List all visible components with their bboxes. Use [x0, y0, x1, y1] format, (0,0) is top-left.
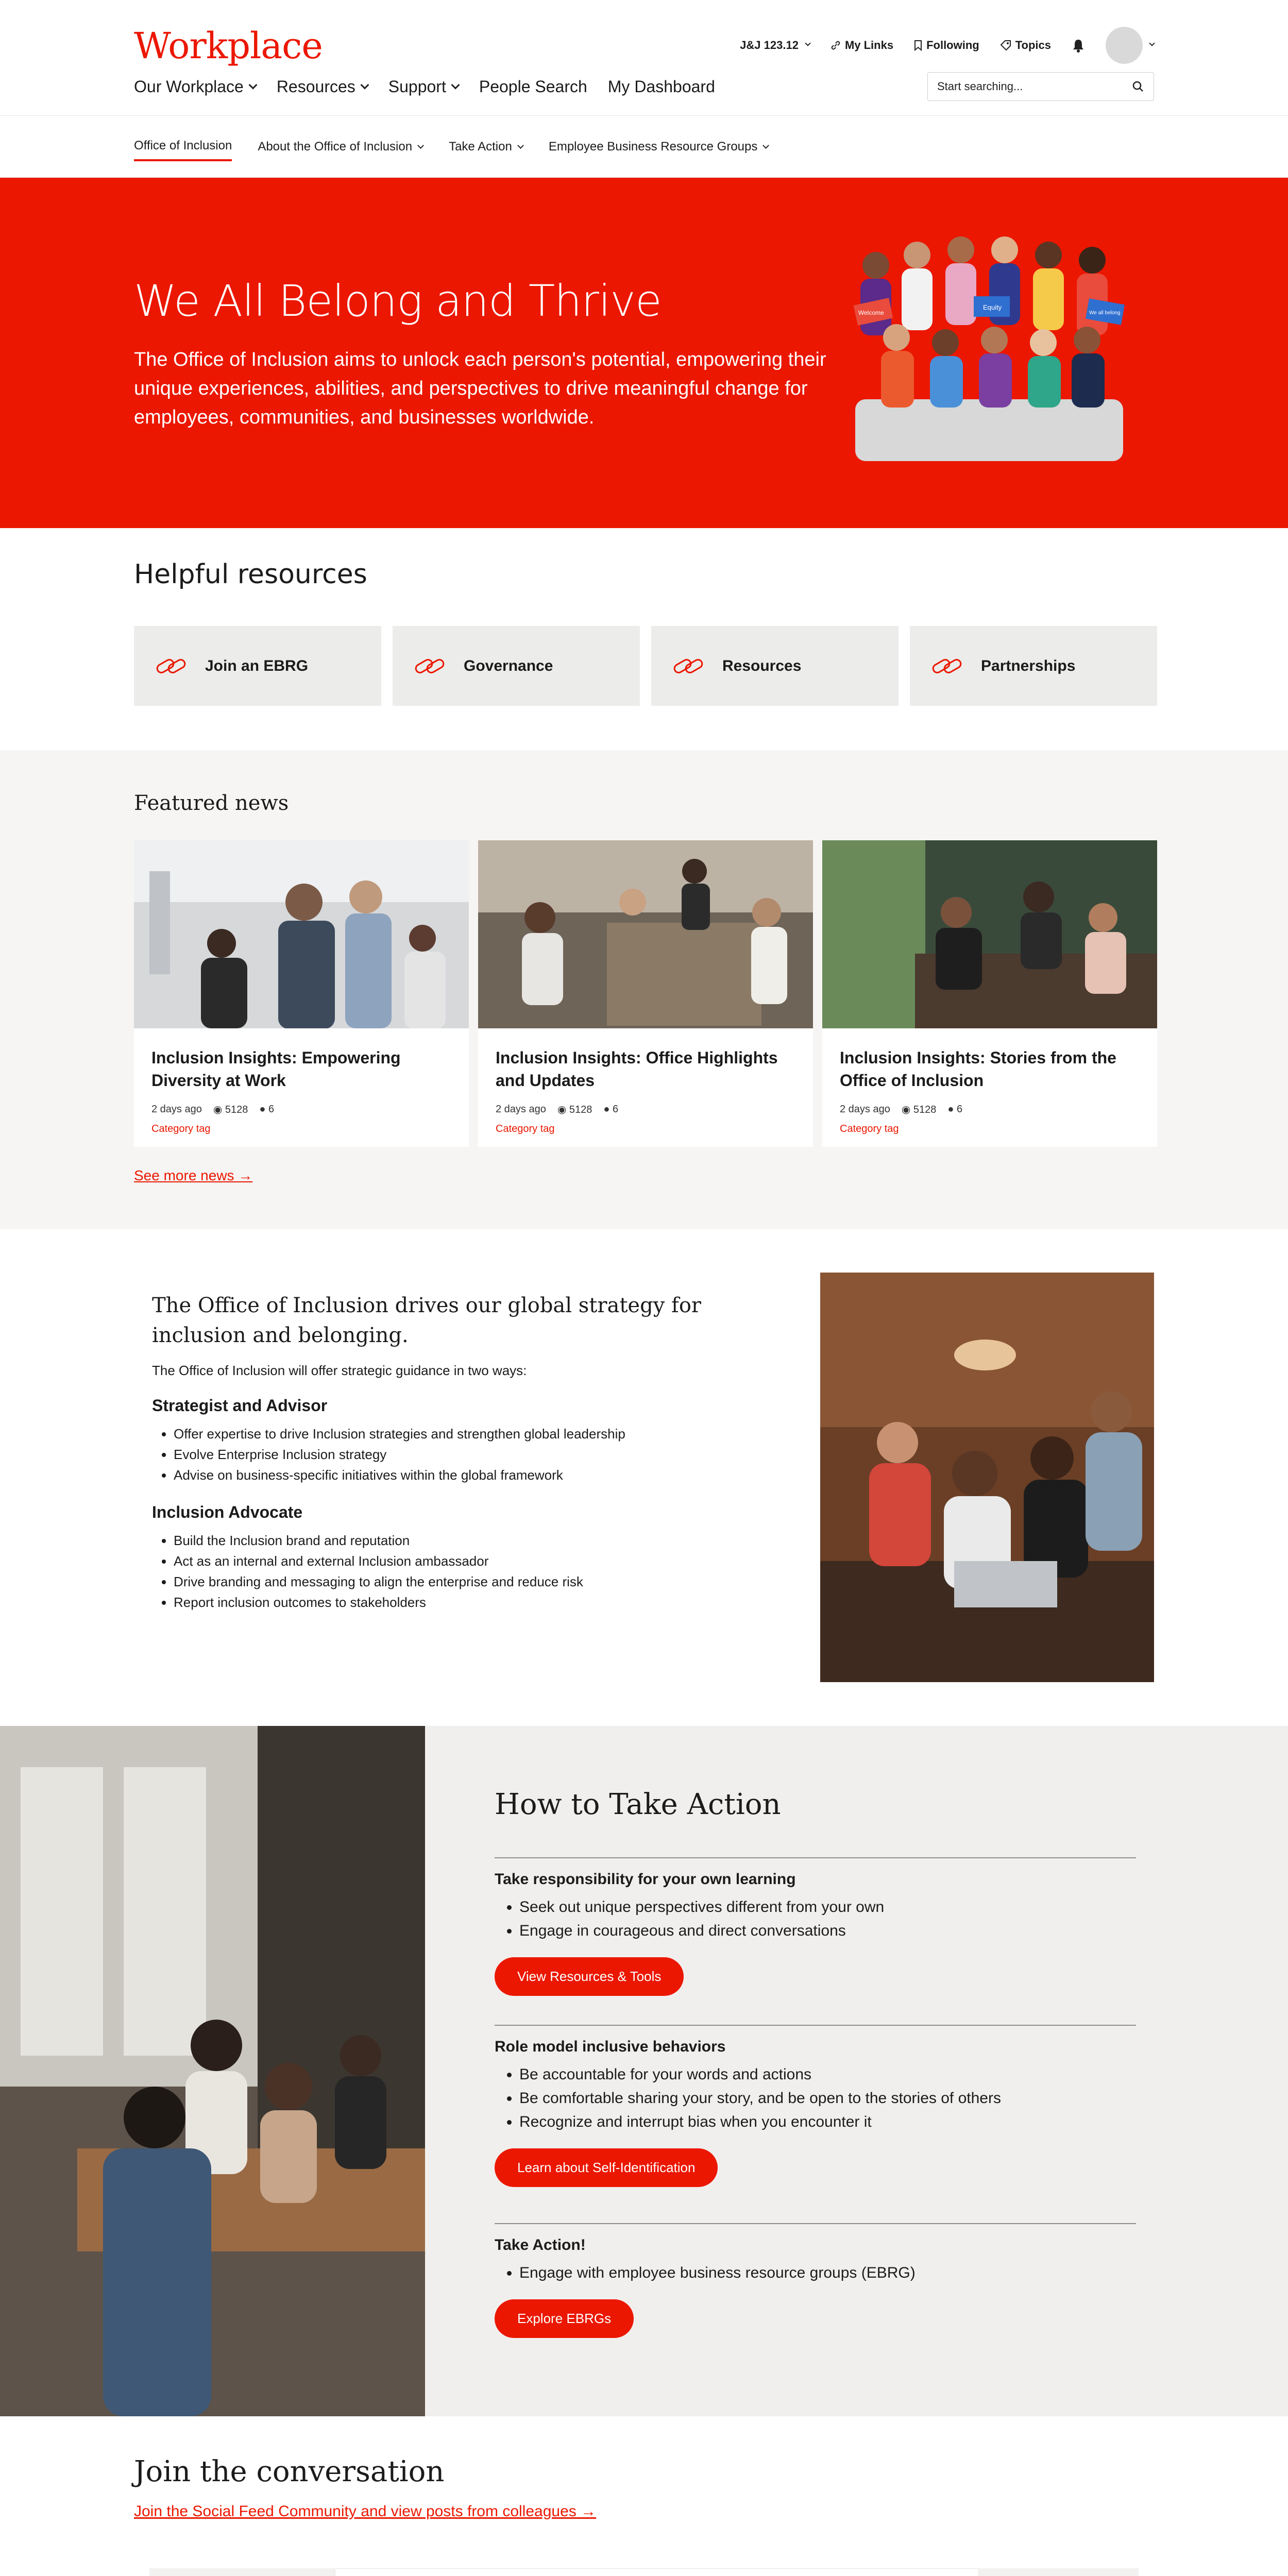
team-photo: [820, 1273, 1154, 1682]
list-item: • Be accountable for your words and actions: [519, 2063, 1136, 2087]
chevron-down-icon: [248, 80, 257, 89]
eye-icon: ◉: [213, 1104, 223, 1115]
nav-label: Our Workplace: [134, 77, 244, 96]
nav-people-search[interactable]: People Search: [479, 77, 587, 96]
eye-icon: ◉: [901, 1104, 911, 1115]
list-item: • Evolve Enterprise Inclusion strategy: [174, 1444, 739, 1465]
views-value: 5128: [913, 1104, 937, 1115]
hero-illustration: [845, 229, 1133, 477]
resource-card-governance[interactable]: [393, 626, 640, 706]
strategy-heading: The Office of Inclusion drives our global strategy for inclusion and belonging.: [152, 1294, 702, 1347]
action-list: [495, 1895, 1136, 1943]
strategy-intro: The Office of Inclusion will offer strategic guidance in two ways:: [152, 1363, 527, 1378]
views-count: [213, 1103, 248, 1116]
comment-icon: ●: [603, 1104, 610, 1115]
social-feed-link[interactable]: Join the Social Feed Community and view posts from colleagues →: [134, 2503, 597, 2520]
hero-banner: [0, 178, 1288, 528]
views-count: [557, 1103, 592, 1116]
subnav-about[interactable]: [258, 139, 423, 161]
list-item: • Engage with employee business resource groups (EBRG): [519, 2261, 1136, 2285]
social-feed-demo: [149, 2568, 1139, 2576]
comments-value: 6: [613, 1104, 619, 1115]
chevron-down-icon: [451, 80, 460, 89]
resource-card-partnerships[interactable]: [910, 626, 1157, 706]
view-resources-button[interactable]: View Resources & Tools: [495, 1957, 684, 1996]
advisor-list: [152, 1423, 739, 1485]
link-icon: [413, 656, 446, 676]
nav-label: Resources: [276, 77, 355, 96]
views-count: [902, 1103, 937, 1116]
list-item: • Offer expertise to drive Inclusion strategies and strengthen global leadership: [174, 1423, 739, 1444]
comment-icon: ●: [947, 1104, 954, 1115]
comments-count: [259, 1104, 274, 1115]
resource-card-join-ebrg[interactable]: [134, 626, 381, 706]
link-icon: [155, 656, 188, 676]
news-meta: [840, 1103, 1140, 1116]
chevron-down-icon: [805, 40, 810, 46]
news-meta: [151, 1103, 451, 1116]
subnav-label: About the Office of Inclusion: [258, 140, 413, 154]
list-item: • Build the Inclusion brand and reputation: [174, 1530, 739, 1551]
social-feed-panel: [335, 2568, 979, 2576]
resource-label: Join an EBRG: [205, 657, 309, 674]
advocate-list: [152, 1530, 739, 1613]
following-label: Following: [926, 39, 979, 52]
action-heading: Role model inclusive behaviors: [495, 2038, 726, 2055]
news-title: Inclusion Insights: Empowering Diversity at Work: [151, 1048, 401, 1090]
conversation-title: Join the conversation: [134, 2455, 445, 2488]
news-card[interactable]: [822, 840, 1157, 1147]
site-header: [0, 0, 1288, 116]
news-image: [822, 840, 1157, 1028]
views-value: 5128: [569, 1104, 592, 1115]
take-action-section: [0, 1726, 1288, 2416]
bell-icon[interactable]: [1072, 38, 1085, 53]
following-link[interactable]: [914, 39, 979, 52]
news-age: 2 days ago: [840, 1104, 890, 1115]
action-block-take-action: [495, 2223, 1136, 2338]
list-item: • Advise on business-specific initiatives within the global framework: [174, 1465, 739, 1485]
category-tag[interactable]: Category tag: [496, 1123, 555, 1134]
chevron-down-icon: [1149, 40, 1155, 46]
chevron-down-icon: [360, 80, 369, 89]
news-meta: [496, 1103, 795, 1116]
list-item: • Act as an internal and external Inclusion ambassador: [174, 1551, 739, 1571]
link-icon: [831, 40, 841, 50]
nav-label: Support: [388, 77, 446, 96]
resource-card-resources[interactable]: [651, 626, 899, 706]
news-title: Inclusion Insights: Stories from the Office of Inclusion: [840, 1048, 1116, 1090]
see-more-news-link[interactable]: See more news →: [134, 1167, 253, 1183]
eye-icon: ◉: [557, 1104, 567, 1115]
section-subnav: [0, 116, 1288, 178]
list-item: • Drive branding and messaging to align the enterprise and reduce risk: [174, 1571, 739, 1592]
subnav-office-of-inclusion[interactable]: Office of Inclusion: [134, 139, 232, 161]
user-id-label: J&J 123.12: [740, 39, 799, 52]
subnav-ebrg[interactable]: [549, 139, 769, 161]
take-action-title: How to Take Action: [495, 1788, 781, 1821]
news-card[interactable]: [134, 840, 469, 1147]
search-icon[interactable]: [1132, 80, 1144, 93]
action-heading: Take Action!: [495, 2236, 586, 2253]
topics-link[interactable]: [1000, 39, 1051, 52]
resource-label: Governance: [464, 657, 553, 674]
sign-equity: Equity: [983, 303, 1002, 311]
news-image: [134, 840, 469, 1028]
comments-value: 6: [268, 1104, 275, 1115]
list-item: • Engage in courageous and direct conversations: [519, 1919, 1136, 1943]
featured-news-title: Featured news: [134, 791, 289, 815]
nav-our-workplace[interactable]: [134, 77, 256, 96]
hero-title: We All Belong and Thrive: [134, 276, 662, 326]
explore-ebrgs-button[interactable]: Explore EBRGs: [495, 2299, 634, 2338]
sign-belong: We all belong: [1089, 310, 1121, 316]
tag-icon: [1000, 40, 1011, 51]
news-age: 2 days ago: [496, 1104, 546, 1115]
main-nav: [134, 77, 715, 96]
category-tag[interactable]: Category tag: [151, 1123, 211, 1134]
comments-count: [603, 1104, 618, 1115]
action-block-role-model: [495, 2025, 1136, 2187]
search-input[interactable]: [927, 72, 1154, 101]
category-tag[interactable]: Category tag: [840, 1123, 899, 1134]
strategy-section: [152, 1291, 739, 1613]
chevron-down-icon: [517, 142, 524, 149]
strategy-subheading-advocate: Inclusion Advocate: [152, 1503, 303, 1521]
news-image: [478, 840, 813, 1028]
news-card[interactable]: [478, 840, 813, 1147]
avatar: [1106, 27, 1143, 64]
action-heading: Take responsibility for your own learning: [495, 1871, 796, 1888]
nav-resources[interactable]: [277, 77, 368, 96]
subnav-label: Take Action: [449, 140, 512, 154]
resource-label: Partnerships: [981, 657, 1076, 674]
resource-label: Resources: [722, 657, 802, 674]
chevron-down-icon: [417, 142, 424, 149]
hero-description: The Office of Inclusion aims to unlock each person's potential, empowering their unique experiences, abilities, and perspectives to drive meaningful change for employees, communities, and businesses worldwide.: [134, 349, 826, 428]
nav-my-dashboard[interactable]: My Dashboard: [607, 77, 715, 96]
list-item: • Seek out unique perspectives different from your own: [519, 1895, 1136, 1919]
action-list: [495, 2261, 1136, 2285]
search-placeholder: Start searching...: [937, 80, 1023, 93]
link-icon: [930, 656, 963, 676]
featured-news-section: [0, 750, 1288, 1229]
meeting-photo: [0, 1726, 425, 2416]
self-identification-button[interactable]: Learn about Self-Identification: [495, 2148, 718, 2187]
strategy-subheading-advisor: Strategist and Advisor: [152, 1396, 328, 1415]
action-block-learning: [495, 1857, 1136, 1996]
people-illustration: [854, 236, 1125, 408]
list-item: • Report inclusion outcomes to stakeholders: [174, 1592, 739, 1613]
comments-count: [947, 1104, 962, 1115]
sign-welcome: Welcome: [858, 309, 884, 316]
topics-label: Topics: [1015, 39, 1051, 52]
resource-cards: [134, 626, 1157, 706]
nav-support[interactable]: [388, 77, 459, 96]
bookmark-icon: [914, 40, 922, 51]
views-value: 5128: [225, 1104, 248, 1115]
comment-icon: ●: [259, 1104, 266, 1115]
chevron-down-icon: [762, 142, 769, 149]
list-item: • Be comfortable sharing your story, and be open to the stories of others: [519, 2087, 1136, 2110]
news-title: Inclusion Insights: Office Highlights and Updates: [496, 1048, 778, 1090]
action-list: [495, 2063, 1136, 2134]
profile-menu[interactable]: [1106, 27, 1154, 64]
helpful-resources-title: Helpful resources: [134, 559, 367, 590]
utility-nav: [740, 27, 1154, 64]
link-icon: [672, 656, 705, 676]
workplace-logo[interactable]: Workplace: [134, 25, 323, 67]
subnav-label: Employee Business Resource Groups: [548, 140, 758, 154]
list-item: • Recognize and interrupt bias when you encounter it: [519, 2110, 1136, 2134]
my-links-link[interactable]: [831, 39, 893, 52]
comments-value: 6: [957, 1104, 963, 1115]
subnav-take-action[interactable]: [449, 139, 523, 161]
my-links-label: My Links: [844, 39, 894, 52]
user-id-menu[interactable]: [740, 39, 810, 52]
news-age: 2 days ago: [151, 1104, 202, 1115]
